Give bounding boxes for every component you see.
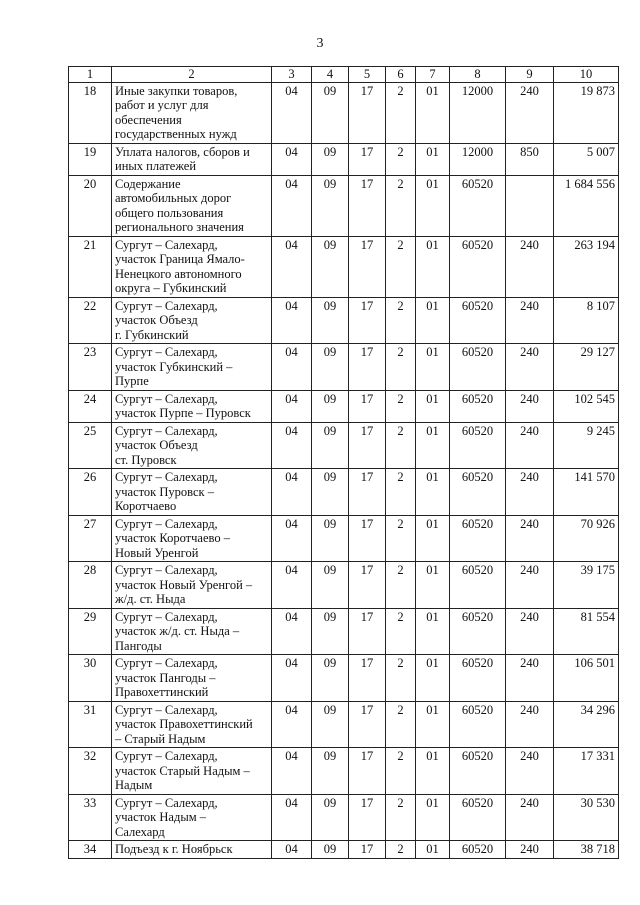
amount-cell: 30 530	[554, 794, 619, 841]
code-cell: 2	[386, 515, 416, 562]
item-name-cell: Сургут – Салехард, участок Коротчаево – Новый Уренгой	[112, 515, 272, 562]
code-cell: 09	[312, 390, 349, 422]
amount-cell: 39 175	[554, 562, 619, 609]
code-cell: 09	[312, 344, 349, 391]
amount-cell: 34 296	[554, 701, 619, 748]
row-number-cell: 27	[69, 515, 112, 562]
code-cell: 04	[272, 608, 312, 655]
amount-cell: 70 926	[554, 515, 619, 562]
item-name-cell: Иные закупки товаров, работ и услуг для обеспечения государственных нужд	[112, 82, 272, 143]
code-cell: 01	[416, 608, 450, 655]
code-cell: 2	[386, 82, 416, 143]
code-cell: 2	[386, 469, 416, 516]
table-row	[69, 422, 619, 469]
code-cell: 01	[416, 236, 450, 297]
code-cell: 01	[416, 515, 450, 562]
amount-cell: 102 545	[554, 390, 619, 422]
code-cell: 17	[349, 655, 386, 702]
code-cell: 01	[416, 841, 450, 859]
code-cell: 2	[386, 143, 416, 175]
code-cell: 09	[312, 608, 349, 655]
item-name-cell: Сургут – Салехард, участок Пурпе – Пуровск	[112, 390, 272, 422]
column-header: 3	[272, 67, 312, 83]
row-number-cell: 25	[69, 422, 112, 469]
code-cell: 01	[416, 175, 450, 236]
code-cell: 09	[312, 794, 349, 841]
amount-cell: 17 331	[554, 748, 619, 795]
code-cell: 17	[349, 841, 386, 859]
code-cell: 04	[272, 236, 312, 297]
code-cell: 60520	[450, 422, 506, 469]
code-cell: 60520	[450, 655, 506, 702]
row-number-cell: 19	[69, 143, 112, 175]
table-row	[69, 143, 619, 175]
column-header: 7	[416, 67, 450, 83]
code-cell: 04	[272, 794, 312, 841]
code-cell: 2	[386, 422, 416, 469]
code-cell: 17	[349, 175, 386, 236]
code-cell: 09	[312, 422, 349, 469]
code-cell: 2	[386, 748, 416, 795]
table-row	[69, 469, 619, 516]
code-cell: 240	[506, 794, 554, 841]
code-cell: 240	[506, 422, 554, 469]
table-row	[69, 655, 619, 702]
code-cell: 17	[349, 562, 386, 609]
code-cell: 01	[416, 748, 450, 795]
code-cell: 60520	[450, 175, 506, 236]
table-row	[69, 344, 619, 391]
code-cell: 04	[272, 562, 312, 609]
code-cell: 17	[349, 422, 386, 469]
code-cell	[506, 175, 554, 236]
code-cell: 17	[349, 701, 386, 748]
code-cell: 04	[272, 841, 312, 859]
code-cell: 2	[386, 390, 416, 422]
code-cell: 04	[272, 469, 312, 516]
code-cell: 17	[349, 469, 386, 516]
code-cell: 01	[416, 297, 450, 344]
row-number-cell: 24	[69, 390, 112, 422]
table-row	[69, 82, 619, 143]
table-row	[69, 608, 619, 655]
table-row	[69, 236, 619, 297]
row-number-cell: 32	[69, 748, 112, 795]
item-name-cell: Подъезд к г. Ноябрьск	[112, 841, 272, 859]
column-header: 6	[386, 67, 416, 83]
code-cell: 240	[506, 608, 554, 655]
table-body	[69, 82, 619, 858]
amount-cell: 5 007	[554, 143, 619, 175]
amount-cell: 19 873	[554, 82, 619, 143]
code-cell: 2	[386, 655, 416, 702]
amount-cell: 141 570	[554, 469, 619, 516]
item-name-cell: Сургут – Салехард, участок Граница Ямало- Ненецкого автономного округа – Губкинский	[112, 236, 272, 297]
code-cell: 17	[349, 794, 386, 841]
code-cell: 04	[272, 515, 312, 562]
code-cell: 04	[272, 344, 312, 391]
code-cell: 240	[506, 655, 554, 702]
row-number-cell: 22	[69, 297, 112, 344]
code-cell: 60520	[450, 701, 506, 748]
item-name-cell: Сургут – Салехард, участок Губкинский – Пурпе	[112, 344, 272, 391]
row-number-cell: 29	[69, 608, 112, 655]
code-cell: 2	[386, 794, 416, 841]
amount-cell: 29 127	[554, 344, 619, 391]
row-number-cell: 28	[69, 562, 112, 609]
item-name-cell: Сургут – Салехард, участок Надым – Салехард	[112, 794, 272, 841]
code-cell: 04	[272, 748, 312, 795]
code-cell: 240	[506, 297, 554, 344]
column-header: 10	[554, 67, 619, 83]
amount-cell: 263 194	[554, 236, 619, 297]
item-name-cell: Сургут – Салехард, участок Объезд ст. Пуровск	[112, 422, 272, 469]
code-cell: 01	[416, 390, 450, 422]
code-cell: 17	[349, 515, 386, 562]
amount-cell: 1 684 556	[554, 175, 619, 236]
code-cell: 2	[386, 297, 416, 344]
code-cell: 60520	[450, 562, 506, 609]
code-cell: 09	[312, 297, 349, 344]
code-cell: 01	[416, 794, 450, 841]
table-row	[69, 390, 619, 422]
page-number: 3	[316, 36, 324, 51]
column-header: 8	[450, 67, 506, 83]
code-cell: 09	[312, 562, 349, 609]
code-cell: 04	[272, 422, 312, 469]
amount-cell: 9 245	[554, 422, 619, 469]
code-cell: 240	[506, 748, 554, 795]
budget-table	[68, 66, 619, 859]
item-name-cell: Сургут – Салехард, участок Пангоды – Правохеттинский	[112, 655, 272, 702]
code-cell: 17	[349, 390, 386, 422]
code-cell: 04	[272, 655, 312, 702]
code-cell: 2	[386, 344, 416, 391]
item-name-cell: Содержание автомобильных дорог общего пользования регионального значения	[112, 175, 272, 236]
code-cell: 17	[349, 143, 386, 175]
item-name-cell: Сургут – Салехард, участок Старый Надым – Надым	[112, 748, 272, 795]
item-name-cell: Уплата налогов, сборов и иных платежей	[112, 143, 272, 175]
code-cell: 17	[349, 344, 386, 391]
code-cell: 60520	[450, 390, 506, 422]
item-name-cell: Сургут – Салехард, участок Объезд г. Губкинский	[112, 297, 272, 344]
code-cell: 01	[416, 701, 450, 748]
code-cell: 240	[506, 469, 554, 516]
row-number-cell: 34	[69, 841, 112, 859]
column-header: 1	[69, 67, 112, 83]
column-header: 2	[112, 67, 272, 83]
code-cell: 60520	[450, 344, 506, 391]
code-cell: 17	[349, 748, 386, 795]
amount-cell: 8 107	[554, 297, 619, 344]
code-cell: 04	[272, 701, 312, 748]
code-cell: 240	[506, 390, 554, 422]
code-cell: 09	[312, 748, 349, 795]
table-row	[69, 794, 619, 841]
amount-cell: 106 501	[554, 655, 619, 702]
code-cell: 2	[386, 701, 416, 748]
row-number-cell: 21	[69, 236, 112, 297]
code-cell: 04	[272, 390, 312, 422]
code-cell: 850	[506, 143, 554, 175]
code-cell: 17	[349, 297, 386, 344]
code-cell: 2	[386, 608, 416, 655]
code-cell: 240	[506, 562, 554, 609]
row-number-cell: 20	[69, 175, 112, 236]
item-name-cell: Сургут – Салехард, участок Новый Уренгой – ж/д. ст. Ныда	[112, 562, 272, 609]
code-cell: 04	[272, 297, 312, 344]
code-cell: 01	[416, 655, 450, 702]
code-cell: 240	[506, 701, 554, 748]
code-cell: 240	[506, 344, 554, 391]
amount-cell: 81 554	[554, 608, 619, 655]
code-cell: 12000	[450, 82, 506, 143]
code-cell: 2	[386, 175, 416, 236]
code-cell: 240	[506, 515, 554, 562]
code-cell: 01	[416, 344, 450, 391]
row-number-cell: 18	[69, 82, 112, 143]
code-cell: 2	[386, 562, 416, 609]
table-row	[69, 297, 619, 344]
code-cell: 09	[312, 236, 349, 297]
row-number-cell: 31	[69, 701, 112, 748]
code-cell: 60520	[450, 748, 506, 795]
code-cell: 09	[312, 841, 349, 859]
code-cell: 60520	[450, 515, 506, 562]
code-cell: 09	[312, 701, 349, 748]
code-cell: 01	[416, 422, 450, 469]
header-row	[69, 67, 619, 83]
table-row	[69, 175, 619, 236]
code-cell: 60520	[450, 297, 506, 344]
row-number-cell: 33	[69, 794, 112, 841]
code-cell: 2	[386, 236, 416, 297]
code-cell: 17	[349, 608, 386, 655]
item-name-cell: Сургут – Салехард, участок ж/д. ст. Ныда – Пангоды	[112, 608, 272, 655]
code-cell: 17	[349, 82, 386, 143]
row-number-cell: 26	[69, 469, 112, 516]
code-cell: 17	[349, 236, 386, 297]
column-header: 5	[349, 67, 386, 83]
code-cell: 01	[416, 143, 450, 175]
code-cell: 01	[416, 82, 450, 143]
item-name-cell: Сургут – Салехард, участок Правохеттинский – Старый Надым	[112, 701, 272, 748]
code-cell: 09	[312, 469, 349, 516]
code-cell: 09	[312, 655, 349, 702]
code-cell: 60520	[450, 841, 506, 859]
code-cell: 12000	[450, 143, 506, 175]
code-cell: 60520	[450, 469, 506, 516]
column-header: 9	[506, 67, 554, 83]
code-cell: 09	[312, 175, 349, 236]
item-name-cell: Сургут – Салехард, участок Пуровск – Коротчаево	[112, 469, 272, 516]
table-row	[69, 701, 619, 748]
table-row	[69, 748, 619, 795]
code-cell: 01	[416, 562, 450, 609]
code-cell: 240	[506, 82, 554, 143]
code-cell: 240	[506, 236, 554, 297]
row-number-cell: 23	[69, 344, 112, 391]
code-cell: 04	[272, 175, 312, 236]
code-cell: 09	[312, 143, 349, 175]
code-cell: 04	[272, 82, 312, 143]
code-cell: 04	[272, 143, 312, 175]
code-cell: 60520	[450, 608, 506, 655]
amount-cell: 38 718	[554, 841, 619, 859]
code-cell: 09	[312, 82, 349, 143]
code-cell: 01	[416, 469, 450, 516]
row-number-cell: 30	[69, 655, 112, 702]
code-cell: 09	[312, 515, 349, 562]
code-cell: 2	[386, 841, 416, 859]
column-header: 4	[312, 67, 349, 83]
table-row	[69, 841, 619, 859]
table-row	[69, 515, 619, 562]
code-cell: 60520	[450, 236, 506, 297]
table-row	[69, 562, 619, 609]
code-cell: 240	[506, 841, 554, 859]
code-cell: 60520	[450, 794, 506, 841]
